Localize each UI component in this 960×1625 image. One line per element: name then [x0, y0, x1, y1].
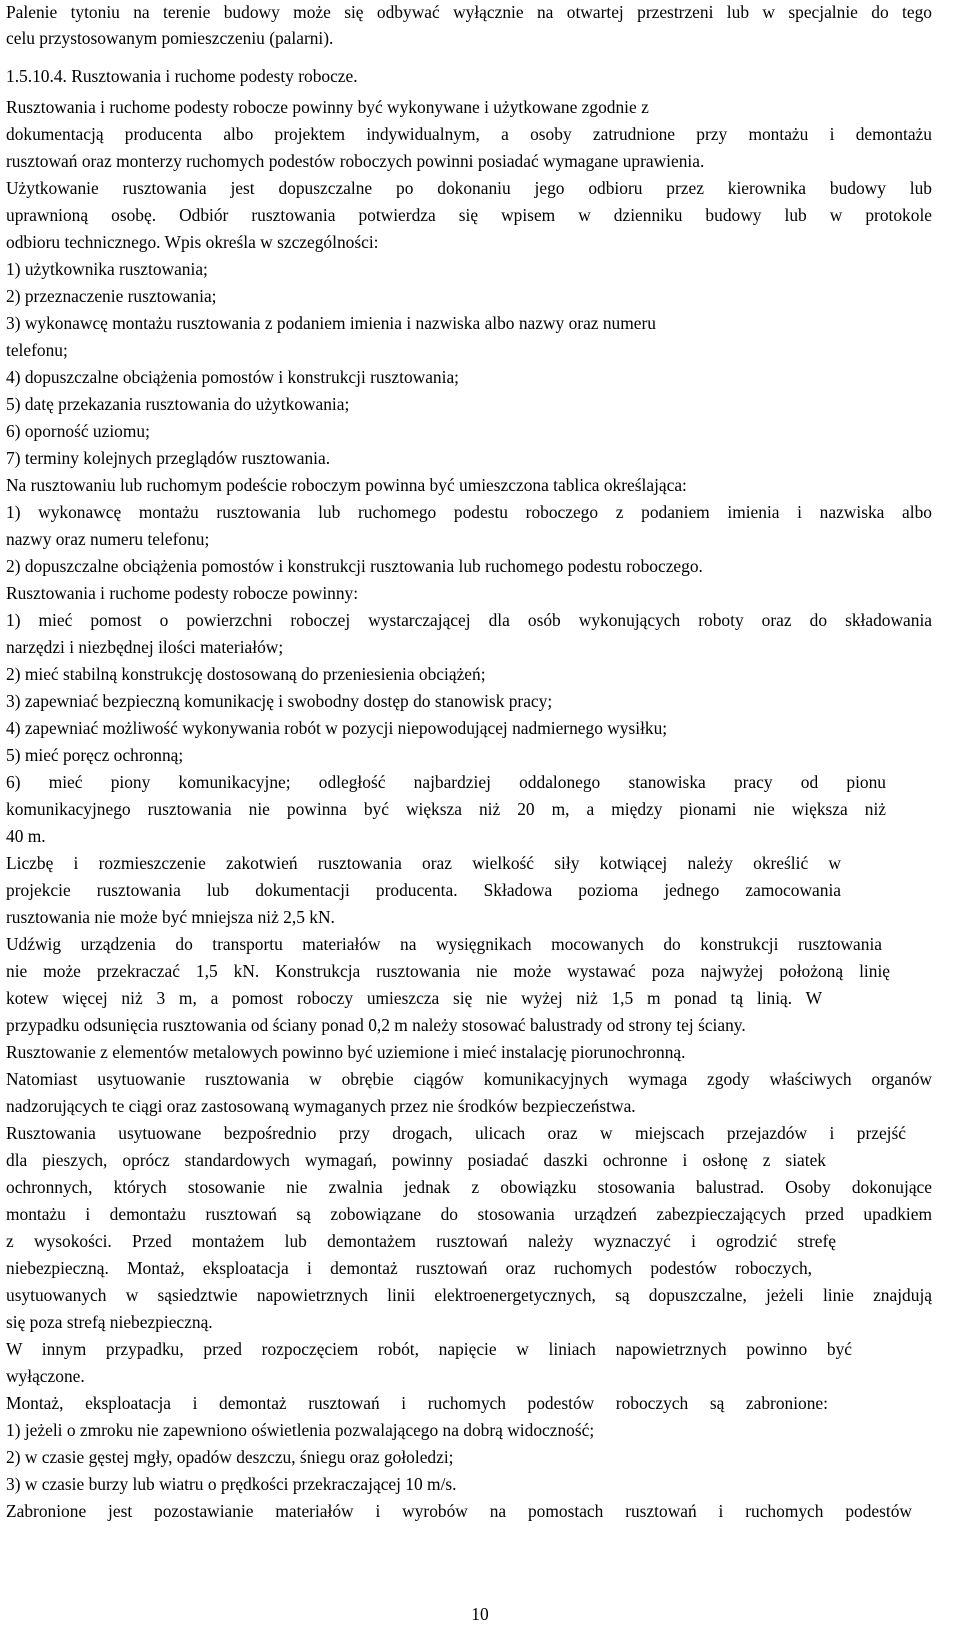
list-item-continuation: telefonu;: [6, 340, 68, 360]
text-line: Na rusztowaniu lub ruchomym podeście roboczym powinna być umieszczona tablica określająca:: [6, 475, 687, 495]
text-line: W innym przypadku, przed rozpoczęciem robót, napięcie w liniach napowietrznych powinno być: [6, 1339, 852, 1359]
list-item-continuation: nazwy oraz numeru telefonu;: [6, 529, 210, 549]
list-item-continuation: komunikacyjnego rusztowania nie powinna być większa niż 20 m, a między pionami nie większa niż: [6, 799, 886, 819]
list-item: 4) dopuszczalne obciążenia pomostów i konstrukcji rusztowania;: [6, 367, 459, 387]
text-line: Udźwig urządzenia do transportu materiałów na wysięgnikach mocowanych do konstrukcji rusztowania: [6, 934, 882, 954]
text-line: z wysokości. Przed montażem lub demontażem rusztowań należy wyznaczyć i ogrodzić strefę: [6, 1231, 836, 1251]
text-line: Rusztowania i ruchome podesty robocze powinny być wykonywane i użytkowane zgodnie z: [6, 97, 649, 117]
text-line: Natomiast usytuowanie rusztowania w obrębie ciągów komunikacyjnych wymaga zgody właściwych organów: [6, 1069, 932, 1089]
list-item: 2) mieć stabilną konstrukcję dostosowaną do przeniesienia obciążeń;: [6, 664, 486, 684]
list-item: 5) datę przekazania rusztowania do użytkowania;: [6, 394, 350, 414]
list-item: 1) wykonawcę montażu rusztowania lub ruchomego podestu roboczego z podaniem imienia i nazwiska albo: [6, 502, 932, 522]
list-item: 1) użytkownika rusztowania;: [6, 259, 208, 279]
text-line: rusztowań oraz monterzy ruchomych podestów roboczych powinni posiadać wymagane uprawienia.: [6, 151, 705, 171]
list-item: 6) mieć piony komunikacyjne; odległość najbardziej oddalonego stanowiska pracy od pionu: [6, 772, 886, 792]
list-item-continuation: 40 m.: [6, 826, 46, 846]
text-line: rusztowania nie może być mniejsza niż 2,5 kN.: [6, 907, 335, 927]
list-item: 4) zapewniać możliwość wykonywania robót w pozycji niepowodującej nadmiernego wysiłku;: [6, 718, 668, 738]
section-heading: 1.5.10.4. Rusztowania i ruchome podesty robocze.: [6, 66, 358, 86]
list-item: 3) zapewniać bezpieczną komunikację i swobodny dostęp do stanowisk pracy;: [6, 691, 553, 711]
text-line: Rusztowanie z elementów metalowych powinno być uziemione i mieć instalację piorunochronną.: [6, 1042, 686, 1062]
list-item: 2) dopuszczalne obciążenia pomostów i konstrukcji rusztowania lub ruchomego podestu roboczego.: [6, 556, 703, 576]
text-line: Rusztowania i ruchome podesty robocze powinny:: [6, 583, 359, 603]
text-line: montażu i demontażu rusztowań są zobowiązane do stosowania urządzeń zabezpieczających przed upadkiem: [6, 1204, 932, 1224]
text-line: celu przystosowanym pomieszczeniu (palarni).: [6, 28, 334, 48]
text-line: Zabronione jest pozostawianie materiałów i wyrobów na pomostach rusztowań i ruchomych podestów: [6, 1501, 912, 1521]
text-line: niebezpieczną. Montaż, eksploatacja i demontaż rusztowań oraz ruchomych podestów roboczych,: [6, 1258, 812, 1278]
text-line: nadzorujących te ciągi oraz zastosowaną wymaganych przez nie środków bezpieczeństwa.: [6, 1096, 636, 1116]
text-line: nie może przekraczać 1,5 kN. Konstrukcja rusztowania nie może wystawać poza najwyżej położoną linię: [6, 961, 890, 981]
list-item: 3) w czasie burzy lub wiatru o prędkości przekraczającej 10 m/s.: [6, 1474, 457, 1494]
text-line: Liczbę i rozmieszczenie zakotwień rusztowania oraz wielkość siły kotwiącej należy określić w: [6, 853, 841, 873]
list-item: 1) mieć pomost o powierzchni roboczej wystarczającej dla osób wykonujących roboty oraz do składowania: [6, 610, 932, 630]
list-item: 3) wykonawcę montażu rusztowania z podaniem imienia i nazwiska albo nazwy oraz numeru: [6, 313, 656, 333]
list-item: 1) jeżeli o zmroku nie zapewniono oświetlenia pozwalającego na dobrą widoczność;: [6, 1420, 595, 1440]
text-line: przypadku odsunięcia rusztowania od ściany ponad 0,2 m należy stosować balustrady od strony tej ściany.: [6, 1015, 746, 1035]
text-line: projekcie rusztowania lub dokumentacji producenta. Składowa pozioma jednego zamocowania: [6, 880, 841, 900]
text-line: Palenie tytoniu na terenie budowy może się odbywać wyłącznie na otwartej przestrzeni lub w specjalnie do tego: [6, 2, 932, 22]
text-line: kotew więcej niż 3 m, a pomost roboczy umieszcza się nie wyżej niż 1,5 m ponad tą linią. W: [6, 988, 822, 1008]
text-line: dla pieszych, oprócz standardowych wymagań, powinny posiadać daszki ochronne i osłonę z siatek: [6, 1150, 826, 1170]
list-item: 2) przeznaczenie rusztowania;: [6, 286, 217, 306]
text-line: dokumentacją producenta albo projektem indywidualnym, a osoby zatrudnione przy montażu i demontażu: [6, 124, 932, 144]
text-line: usytuowanych w sąsiedztwie napowietrznych linii elektroenergetycznych, są dopuszczalne, jeżeli linie znajdują: [6, 1285, 932, 1305]
list-item: 2) w czasie gęstej mgły, opadów deszczu, śniegu oraz gołoledzi;: [6, 1447, 454, 1467]
text-line: Montaż, eksploatacja i demontaż rusztowań i ruchomych podestów roboczych są zabronione:: [6, 1393, 828, 1413]
text-line: Rusztowania usytuowane bezpośrednio przy drogach, ulicach oraz w miejscach przejazdów i przejść: [6, 1123, 906, 1143]
page-number: 10: [471, 1604, 489, 1624]
list-item-continuation: narzędzi i niezbędnej ilości materiałów;: [6, 637, 284, 657]
text-line: wyłączone.: [6, 1366, 85, 1386]
list-item: 6) oporność uziomu;: [6, 421, 150, 441]
text-line: się poza strefą niebezpieczną.: [6, 1312, 213, 1332]
text-line: Użytkowanie rusztowania jest dopuszczalne po dokonaniu jego odbioru przez kierownika budowy lub: [6, 178, 932, 198]
text-line: ochronnych, których stosowanie nie zwalnia jednak z obowiązku stosowania balustrad. Osoby dokonujące: [6, 1177, 932, 1197]
text-line: odbioru technicznego. Wpis określa w szczególności:: [6, 232, 379, 252]
list-item: 7) terminy kolejnych przeglądów rusztowania.: [6, 448, 331, 468]
text-line: uprawnioną osobę. Odbiór rusztowania potwierdza się wpisem w dzienniku budowy lub w protokole: [6, 205, 932, 225]
list-item: 5) mieć poręcz ochronną;: [6, 745, 184, 765]
